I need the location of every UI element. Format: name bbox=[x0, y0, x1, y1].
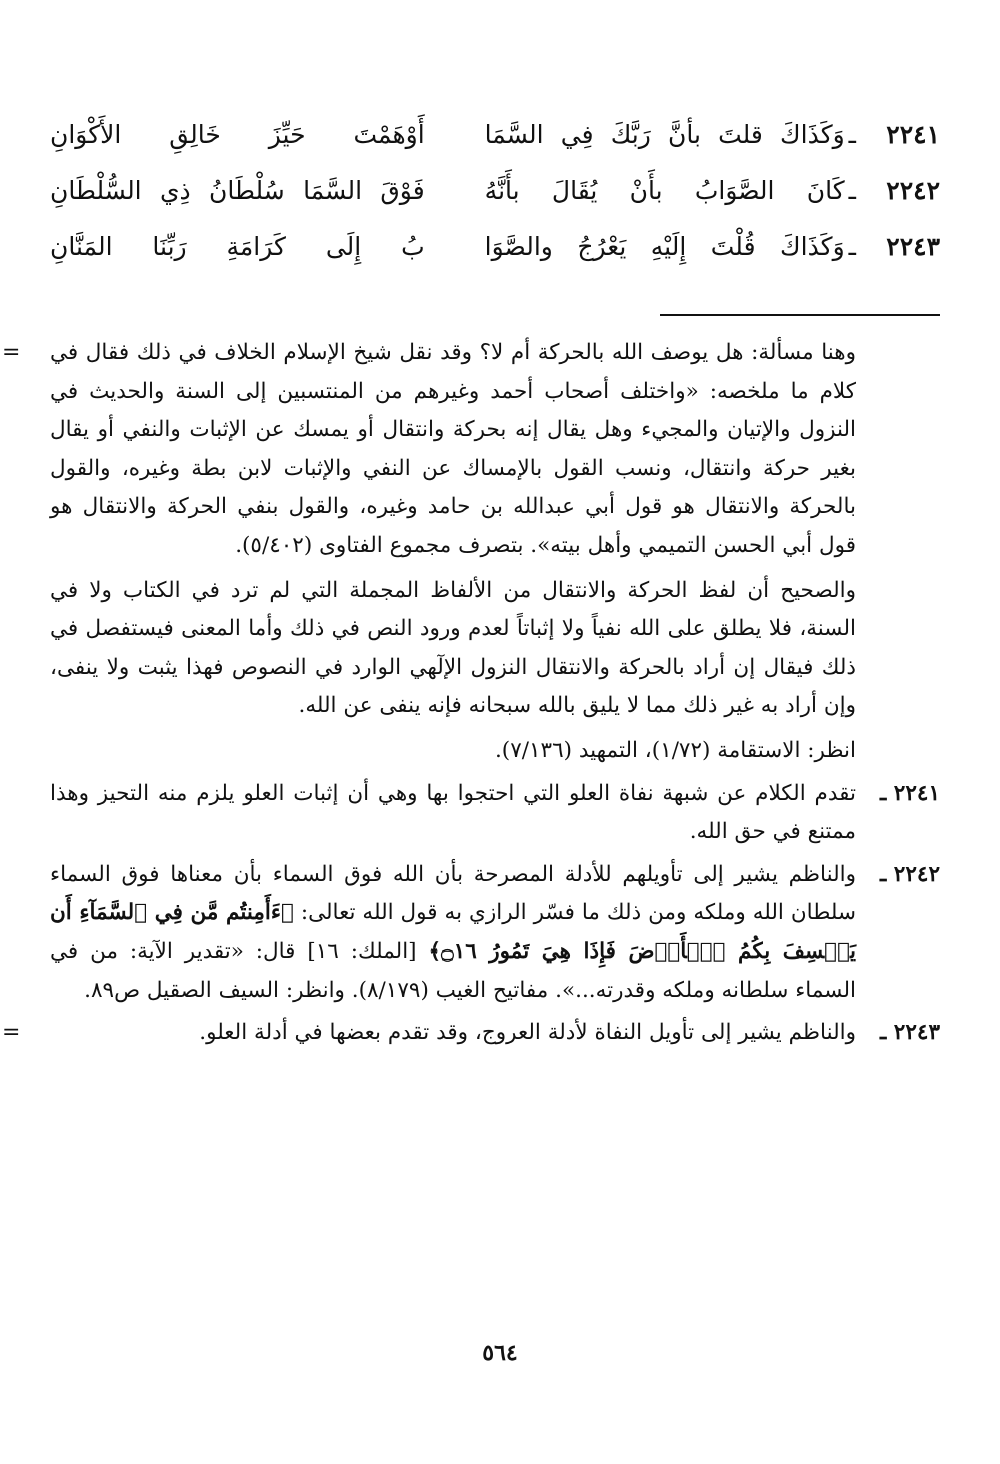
footnote-text-part: [الملك: ١٦] قال: «تقدير الآية: من في السماء سلطانه وملكه وقدرته...». مفاتيح الغيب (٨/١٧٩). وانظر: السيف الصقيل ص٨٩. bbox=[50, 938, 856, 1003]
verse-first-hemistich: كَانَ الصَّوَابُ بأَنْ يُقَالَ بأَنَّهُ bbox=[484, 176, 845, 205]
verse-line bbox=[50, 120, 940, 176]
footnote-continued bbox=[2, 334, 940, 771]
footnote-2241 bbox=[50, 775, 940, 852]
footnote-reference: انظر: الاستقامة (١/٧٢)، التمهيد (٧/١٣٦). bbox=[494, 737, 856, 763]
verse-line bbox=[50, 232, 940, 288]
continuation-mark: = bbox=[2, 340, 21, 365]
verse-dash: ـ bbox=[848, 232, 856, 261]
verse-line bbox=[50, 176, 940, 232]
footnote-text: والناظم يشير إلى تأويل النفاة لأدلة العروج، وقد تقدم بعضها في أدلة العلو. bbox=[199, 1020, 856, 1046]
verse-second-hemistich: بُ إِلَى كَرَامَةِ رَبِّنَا المَنَّانِ bbox=[50, 232, 425, 261]
verse-dash: ـ bbox=[848, 120, 856, 149]
page-number: ٥٦٤ bbox=[482, 1340, 518, 1366]
verse-first-hemistich: وَكَذَاكَ قلتَ بأنَّ رَبَّكَ فِي السَّمَا bbox=[484, 120, 845, 149]
footnotes bbox=[2, 334, 940, 1053]
verse-block bbox=[50, 120, 940, 288]
verse-first-hemistich: وَكَذَاكَ قُلْتَ إِلَيْهِ يَعْرُجُ والصَّوَا bbox=[484, 232, 845, 261]
verse-second-hemistich: أَوْهَمْتَ حَيِّزَ خَالِقِ الأَكْوَانِ bbox=[50, 120, 425, 149]
footnote-number: ٢٢٤٣ ـ bbox=[880, 1020, 940, 1046]
verse-dash: ـ bbox=[848, 176, 856, 205]
footnote-paragraph: وهنا مسألة: هل يوصف الله بالحركة أم لا؟ وقد نقل شيخ الإسلام الخلاف في ذلك فقال في كلام ما ملخصه: «واختلف أصحاب أحمد وغيرهم من المنتسبين إلى السنة والحديث في النزول والإتيان والمجيء وهل يقال إنه بحركة وانتقال أو يمسك عن الإثبات والنفي أو يقال بغير حركة وانتقال، ونسب القول بالإمساك عن النفي والإثبات لابن بطة وغيره، والقول بالحركة والانتقال هو قول أبي عبدالله بن حامد وغيره، والقول بنفي الحركة والانتقال هو قول أبي الحسن التميمي وأهل بيته». بتصرف مجموع الفتاوى (٥/٤٠٢). bbox=[50, 340, 856, 558]
footnote-number: ٢٢٤١ ـ bbox=[880, 780, 940, 806]
footnote-text bbox=[50, 856, 856, 1010]
verse-second-hemistich: فَوْقَ السَّمَا سُلْطَانُ ذِي السُّلْطَانِ bbox=[50, 176, 425, 205]
continuation-mark: = bbox=[2, 1020, 21, 1046]
footnote-2242 bbox=[50, 856, 940, 1010]
footnote-paragraph: والصحيح أن لفظ الحركة والانتقال من الألفاظ المجملة التي لم ترد في الكتاب ولا في السنة، فلا يطلق على الله نفياً ولا إثباتاً لعدم ورود النص في ذلك وأما المعنى فيستفصل في ذلك فيقال إن أراد بالحركة والانتقال النزول الإلٓهي الوارد في النصوص فهذا يثبت ولا ينفى، وإن أراد به غير ذلك مما لا يليق بالله سبحانه فإنه ينفى عن الله. bbox=[50, 577, 856, 719]
quran-verse: ﴿ءَأَمِنتُم مَّن فِي ٱلسَّمَآءِ أَن يَخۡسِفَ بِكُمُ ٱلۡأَرۡضَ فَإِذَا هِيَ تَمُورُ ۝١٦﴾ bbox=[50, 900, 856, 964]
verse-number: ٢٢٤٢ bbox=[886, 176, 940, 205]
footnote-number: ٢٢٤٢ ـ bbox=[880, 861, 940, 887]
verse-number: ٢٢٤٣ bbox=[886, 232, 940, 261]
footnote-text: تقدم الكلام عن شبهة نفاة العلو التي احتجوا بها وهي أن إثبات العلو يلزم منه التحيز وهذا ممتنع في حق الله. bbox=[50, 780, 856, 845]
footnote-2243 bbox=[2, 1014, 940, 1053]
footnote-text-part: والناظم يشير إلى تأويلهم للأدلة المصرحة بأن الله فوق السماء بأن معناها فوق السماء سلطان الله وملكه ومن ذلك ما فسّر الرازي به قول الله تعالى: bbox=[50, 861, 856, 926]
page-body bbox=[2, 120, 940, 1053]
footnote-separator bbox=[660, 314, 940, 316]
verse-number: ٢٢٤١ bbox=[886, 120, 940, 149]
